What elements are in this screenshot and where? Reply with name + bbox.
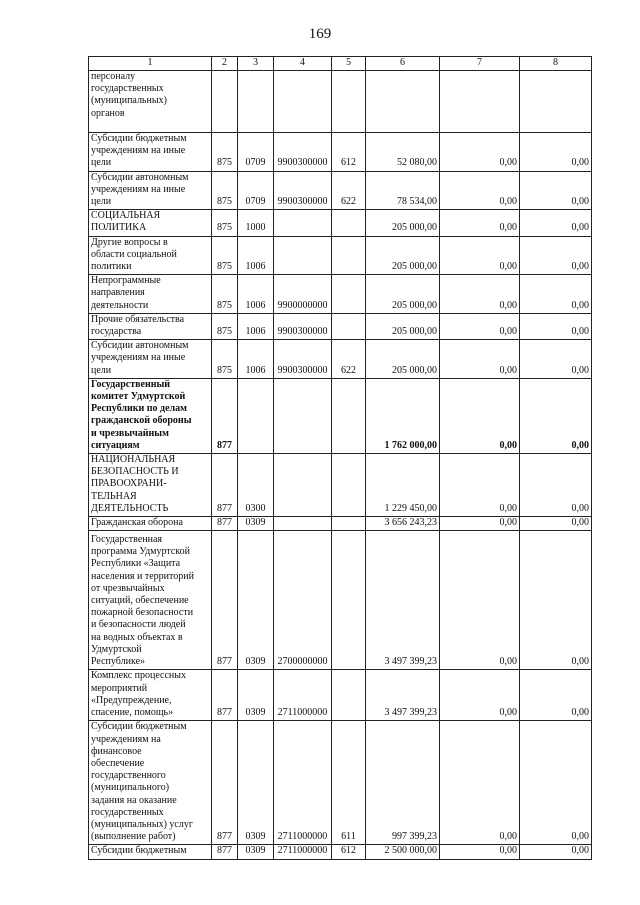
table-row [89,313,592,339]
item-name-cell: Субсидии автономным учреждениям на иные цели [89,171,212,210]
table-row [89,454,592,517]
table-row [89,340,592,379]
expense-type-code-cell [332,531,366,670]
amount-col-7-cell: 0,00 [440,454,520,517]
amount-col-7-cell: 0,00 [440,133,520,172]
table-row [89,378,592,453]
table-row [89,210,592,236]
expense-type-code-cell [332,275,366,314]
item-name-cell: Непрограммные направления деятельности [89,275,212,314]
table-row [89,531,592,670]
amount-col-8-cell: 0,00 [520,340,592,379]
column-header-8: 8 [520,57,592,71]
amount-col-6-cell: 205 000,00 [366,275,440,314]
item-name-cell: НАЦИОНАЛЬНАЯ БЕЗОПАСНОСТЬ И ПРАВООХРАНИ- ТЕЛЬНАЯ ДЕЯТЕЛЬНОСТЬ [89,454,212,517]
amount-col-6-cell: 3 497 399,23 [366,670,440,721]
ministry-code-cell: 875 [212,210,238,236]
target-article-code-cell: 2700000000 [274,531,332,670]
amount-col-8-cell: 0,00 [520,210,592,236]
page-number: 169 [308,26,332,42]
section-code-cell: 1006 [238,236,274,275]
amount-col-6-cell [366,71,440,133]
item-name-cell: Комплекс процессных мероприятий «Предупреждение, спасение, помощь» [89,670,212,721]
amount-col-7-cell: 0,00 [440,517,520,531]
expense-type-code-cell [332,517,366,531]
table-header-row [89,57,592,71]
target-article-code-cell: 9900000000 [274,275,332,314]
amount-col-6-cell: 2 500 000,00 [366,845,440,859]
table-row [89,236,592,275]
target-article-code-cell [274,71,332,133]
item-name-cell: Государственный комитет Удмуртской Республики по делам гражданской обороны и чрезвычайным ситуациям [89,378,212,453]
item-name-cell: Субсидии бюджетным учреждениям на финансовое обеспечение государственного (муниципального) задания на оказание государственных (муниципальных) услуг (выполнение работ) [89,721,212,845]
expense-type-code-cell: 622 [332,340,366,379]
column-header-5: 5 [332,57,366,71]
expense-type-code-cell [332,236,366,275]
amount-col-7-cell: 0,00 [440,275,520,314]
ministry-code-cell: 877 [212,454,238,517]
column-header-7: 7 [440,57,520,71]
item-name-cell: Субсидии бюджетным [89,845,212,859]
target-article-code-cell [274,378,332,453]
target-article-code-cell [274,210,332,236]
amount-col-6-cell: 3 656 243,23 [366,517,440,531]
column-header-1: 1 [89,57,212,71]
amount-col-6-cell: 997 399,23 [366,721,440,845]
table-row [89,721,592,845]
amount-col-7-cell: 0,00 [440,670,520,721]
amount-col-6-cell: 205 000,00 [366,236,440,275]
expense-type-code-cell: 612 [332,133,366,172]
amount-col-8-cell: 0,00 [520,721,592,845]
target-article-code-cell: 9900300000 [274,133,332,172]
section-code-cell: 1006 [238,313,274,339]
ministry-code-cell: 875 [212,236,238,275]
ministry-code-cell: 875 [212,171,238,210]
item-name-cell: СОЦИАЛЬНАЯ ПОЛИТИКА [89,210,212,236]
expense-type-code-cell: 612 [332,845,366,859]
item-name-cell: Субсидии бюджетным учреждениям на иные цели [89,133,212,172]
section-code-cell: 0309 [238,517,274,531]
target-article-code-cell: 2711000000 [274,721,332,845]
target-article-code-cell: 9900300000 [274,171,332,210]
table-row [89,133,592,172]
table-row [89,171,592,210]
amount-col-6-cell: 205 000,00 [366,313,440,339]
section-code-cell: 0709 [238,171,274,210]
column-header-4: 4 [274,57,332,71]
amount-col-7-cell: 0,00 [440,378,520,453]
table-body [89,57,592,860]
amount-col-7-cell: 0,00 [440,313,520,339]
target-article-code-cell: 9900300000 [274,340,332,379]
target-article-code-cell [274,517,332,531]
ministry-code-cell: 877 [212,721,238,845]
expense-type-code-cell [332,313,366,339]
expense-type-code-cell [332,210,366,236]
amount-col-6-cell: 205 000,00 [366,210,440,236]
ministry-code-cell: 877 [212,845,238,859]
amount-col-8-cell: 0,00 [520,378,592,453]
ministry-code-cell: 877 [212,531,238,670]
item-name-cell: Субсидии автономным учреждениям на иные цели [89,340,212,379]
section-code-cell [238,378,274,453]
amount-col-8-cell [520,71,592,133]
amount-col-8-cell: 0,00 [520,133,592,172]
amount-col-6-cell: 205 000,00 [366,340,440,379]
amount-col-6-cell: 78 534,00 [366,171,440,210]
amount-col-8-cell: 0,00 [520,275,592,314]
amount-col-7-cell: 0,00 [440,210,520,236]
ministry-code-cell: 875 [212,340,238,379]
expense-type-code-cell: 622 [332,171,366,210]
target-article-code-cell [274,236,332,275]
section-code-cell: 1000 [238,210,274,236]
amount-col-8-cell: 0,00 [520,531,592,670]
ministry-code-cell: 875 [212,275,238,314]
amount-col-7-cell: 0,00 [440,236,520,275]
amount-col-7-cell: 0,00 [440,531,520,670]
expense-type-code-cell [332,71,366,133]
section-code-cell: 1006 [238,340,274,379]
table-row [89,71,592,133]
amount-col-8-cell: 0,00 [520,454,592,517]
amount-col-8-cell: 0,00 [520,670,592,721]
amount-col-8-cell: 0,00 [520,171,592,210]
target-article-code-cell: 2711000000 [274,845,332,859]
table-row [89,275,592,314]
expense-type-code-cell: 611 [332,721,366,845]
item-name-cell: персоналу государственных (муниципальных) органов [89,71,212,133]
item-name-cell: Прочие обязательства государства [89,313,212,339]
expense-type-code-cell [332,378,366,453]
amount-col-7-cell: 0,00 [440,845,520,859]
section-code-cell: 0300 [238,454,274,517]
amount-col-6-cell: 1 229 450,00 [366,454,440,517]
amount-col-8-cell: 0,00 [520,845,592,859]
section-code-cell [238,71,274,133]
item-name-cell: Государственная программа Удмуртской Республики «Защита населения и территорий от чрезвычайных ситуаций, обеспечение пожарной безопасности и безопасности людей на водных объектах в Удмуртской Республике» [89,531,212,670]
section-code-cell: 1006 [238,275,274,314]
section-code-cell: 0309 [238,845,274,859]
amount-col-8-cell: 0,00 [520,236,592,275]
table-row [89,670,592,721]
amount-col-7-cell: 0,00 [440,721,520,845]
amount-col-7-cell: 0,00 [440,340,520,379]
target-article-code-cell [274,454,332,517]
ministry-code-cell: 877 [212,378,238,453]
column-header-2: 2 [212,57,238,71]
section-code-cell: 0309 [238,721,274,845]
table-row [89,845,592,859]
amount-col-8-cell: 0,00 [520,517,592,531]
section-code-cell: 0309 [238,531,274,670]
section-code-cell: 0709 [238,133,274,172]
ministry-code-cell [212,71,238,133]
amount-col-8-cell: 0,00 [520,313,592,339]
ministry-code-cell: 877 [212,517,238,531]
amount-col-6-cell: 3 497 399,23 [366,531,440,670]
item-name-cell: Гражданская оборона [89,517,212,531]
amount-col-7-cell [440,71,520,133]
section-code-cell: 0309 [238,670,274,721]
ministry-code-cell: 875 [212,313,238,339]
target-article-code-cell: 9900300000 [274,313,332,339]
item-name-cell: Другие вопросы в области социальной политики [89,236,212,275]
expense-type-code-cell [332,454,366,517]
amount-col-6-cell: 1 762 000,00 [366,378,440,453]
column-header-3: 3 [238,57,274,71]
budget-table [88,56,592,860]
ministry-code-cell: 877 [212,670,238,721]
table-row [89,517,592,531]
column-header-6: 6 [366,57,440,71]
target-article-code-cell: 2711000000 [274,670,332,721]
ministry-code-cell: 875 [212,133,238,172]
amount-col-6-cell: 52 080,00 [366,133,440,172]
amount-col-7-cell: 0,00 [440,171,520,210]
expense-type-code-cell [332,670,366,721]
